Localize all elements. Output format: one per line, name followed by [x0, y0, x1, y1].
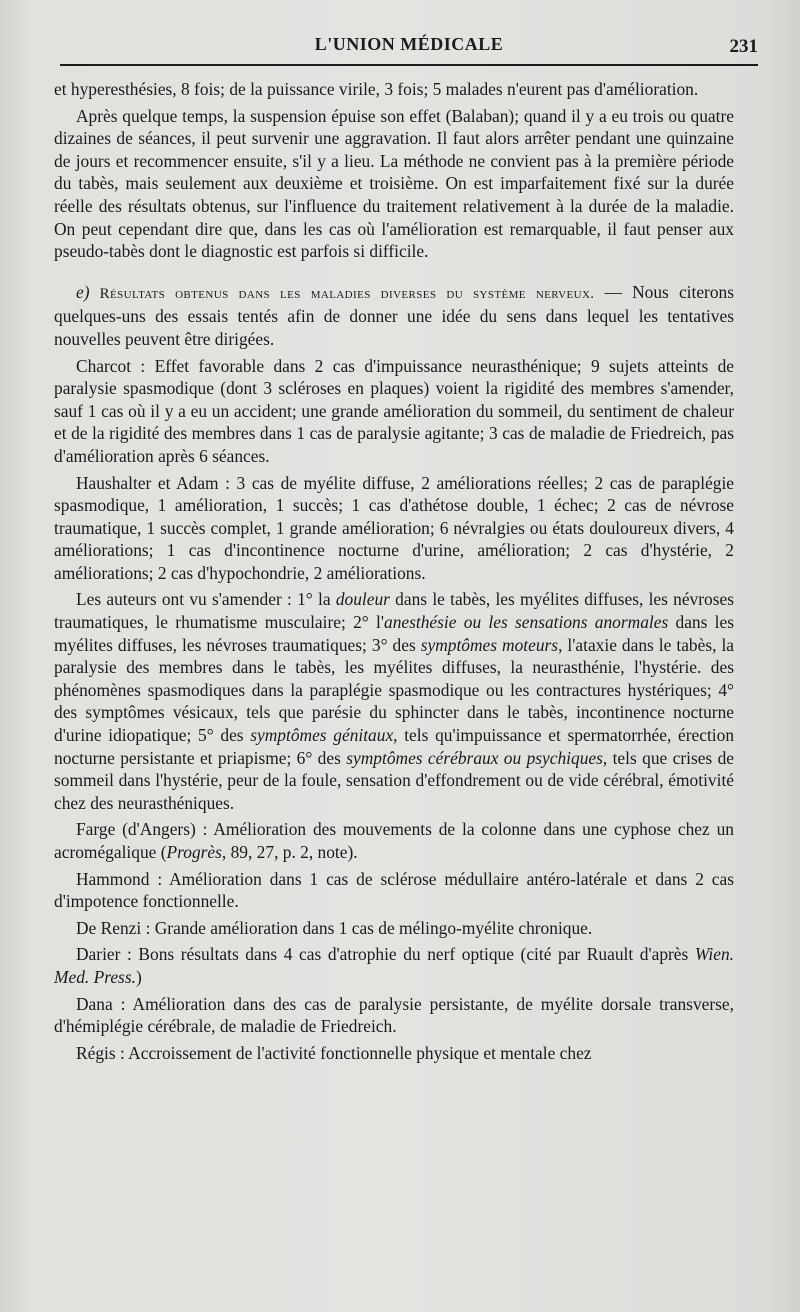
paragraph	[54, 993, 734, 1038]
text-span: Farge (d'Angers) : Amélioration des mouvements de la colonne dans une cyphose chez un acromégalique (	[54, 819, 734, 862]
text-span: Régis : Accroissement de l'activité fonctionnelle physique et mentale chez	[76, 1042, 592, 1063]
text-span: Dana : Amélioration dans des cas de paralysie persistante, de myélite dorsale transverse, d'hémiplégie cérébrale, de maladie de Friedreich.	[54, 993, 734, 1037]
paragraph	[54, 588, 734, 814]
page-number: 231	[729, 36, 758, 57]
text-span: )	[135, 966, 142, 987]
italic-text: symptômes génitaux	[250, 725, 394, 746]
text-span: Hammond : Amélioration dans 1 cas de sclérose médullaire antéro-latérale et dans 2 cas d'impotence fonctionnelle.	[54, 868, 734, 912]
italic-text: symptômes cérébraux ou psychiques	[346, 747, 603, 768]
paragraph	[54, 105, 734, 263]
italic-text: Wien. Med. Press.	[54, 944, 734, 987]
paragraph	[54, 1042, 734, 1065]
italic-text: Progrès	[166, 842, 222, 862]
text-span: , 89, 27, p. 2, note).	[221, 842, 358, 862]
section-heading: Résultats obtenus dans les maladies diverses du système nerveux.	[99, 285, 595, 302]
text-span: , l'ataxie dans le tabès, la paralysie des membres dans le tabès, les myélites diffuses, la neurasthénie, l'hystérie. des phénomènes spasmodiques dans la paraplégie spasmodique ou les contractures hystériques; 4° des symptômes vésicaux, tels que parésie du sphincter dans le tabès, incontinence nocturne d'urine idiopatique; 5° des	[54, 634, 734, 746]
paragraph	[54, 355, 734, 468]
text-span: Les auteurs ont vu s'amender : 1° la	[76, 589, 336, 610]
text-span: , tels que crises de sommeil dans l'hystérie, peur de la foule, sensation d'effondrement ou de vide cérébral, émotivité chez des neurasthéniques.	[54, 747, 734, 813]
text-span: Darier : Bons résultats dans 4 cas d'atrophie du nerf optique (cité par Ruault d'après	[76, 944, 695, 965]
text-span: Charcot : Effet favorable dans 2 cas d'impuissance neurasthénique; 9 sujets atteints de paralysie spasmodique (dont 3 scléroses en plaques) voient la rigidité des membres s'amender, sauf 1 cas où il y a eu un accident; une grande amélioration du sommeil, du sentiment de chaleur et de la rigidité des membres dans 1 cas de paralysie agitante; 3 cas de maladie de Friedreich, pas d'amélioration après 6 séances.	[54, 355, 734, 466]
running-title: L'UNION MÉDICALE	[314, 34, 504, 54]
header-rule	[60, 64, 758, 66]
italic-text: douleur	[335, 589, 390, 610]
text-span: Après quelque temps, la suspension épuise son effet (Balaban); quand il y a eu trois ou quatre dizaines de séances, il peut survenir une aggravation. Il faut alors arrêter pendant une quinzaine de jours et recommencer ensuite, s'il y a lieu. La méthode ne convient pas à la première période du tabès, mais seulement aux deuxième et troisième. On est imparfaitement fixé sur la durée réelle des résultats obtenus, sur l'influence du traitement relativement à la durée de la maladie. On peut cependant dire que, dans les cas où l'amélioration est remarquable, il faut penser aux pseudo-tabès dont le diagnostic est parfois si difficile.	[54, 105, 734, 262]
text-span: et hyperesthésies, 8 fois; de la puissance virile, 3 fois; 5 malades n'eurent pas d'amélioration.	[54, 79, 699, 99]
text-span: Haushalter et Adam : 3 cas de myélite diffuse, 2 améliorations réelles; 2 cas de paraplégie spasmodique, 1 amélioration, 1 succès; 1 cas d'athétose double, 1 échec; 2 cas de névrose traumatique, 1 succès complet, 1 grande amélioration; 6 névralgies ou états douloureux divers, 4 améliorations; 1 cas d'incontinence nocturne d'urine, amélioration; 2 cas d'hystérie, 2 améliorations; 2 cas d'hypochondrie, 2 améliorations.	[54, 472, 734, 583]
paragraph	[54, 818, 734, 863]
paragraph	[54, 472, 734, 585]
text-span: — Nous citerons quelques-uns des essais tentés afin de donner une idée du sens dans lequel les tentatives nouvelles peuvent être dirigées.	[54, 281, 735, 349]
paragraph	[54, 917, 734, 940]
text-span: dans le tabès, les myélites diffuses, les névroses traumatiques, le rhumatisme musculaire; 2° l'	[54, 589, 734, 633]
paragraph	[54, 281, 734, 351]
text-span: De Renzi : Grande amélioration dans 1 cas de mélingo-myélite chronique.	[76, 917, 593, 938]
paragraph	[54, 78, 734, 101]
paragraph	[54, 868, 734, 913]
text-span: dans les myélites diffuses, les névroses traumatiques; 3° des	[54, 612, 734, 655]
italic-text: anesthésie ou les sensations anormales	[384, 612, 669, 633]
italic-text: e)	[76, 281, 100, 302]
body-text	[54, 78, 734, 1068]
paragraph	[54, 943, 734, 988]
text-span: , tels qu'impuissance et spermatorrhée, érection nocturne persistante et priapisme; 6° des	[54, 725, 735, 768]
italic-text: symptômes moteurs	[420, 634, 559, 655]
page-header	[60, 34, 758, 64]
